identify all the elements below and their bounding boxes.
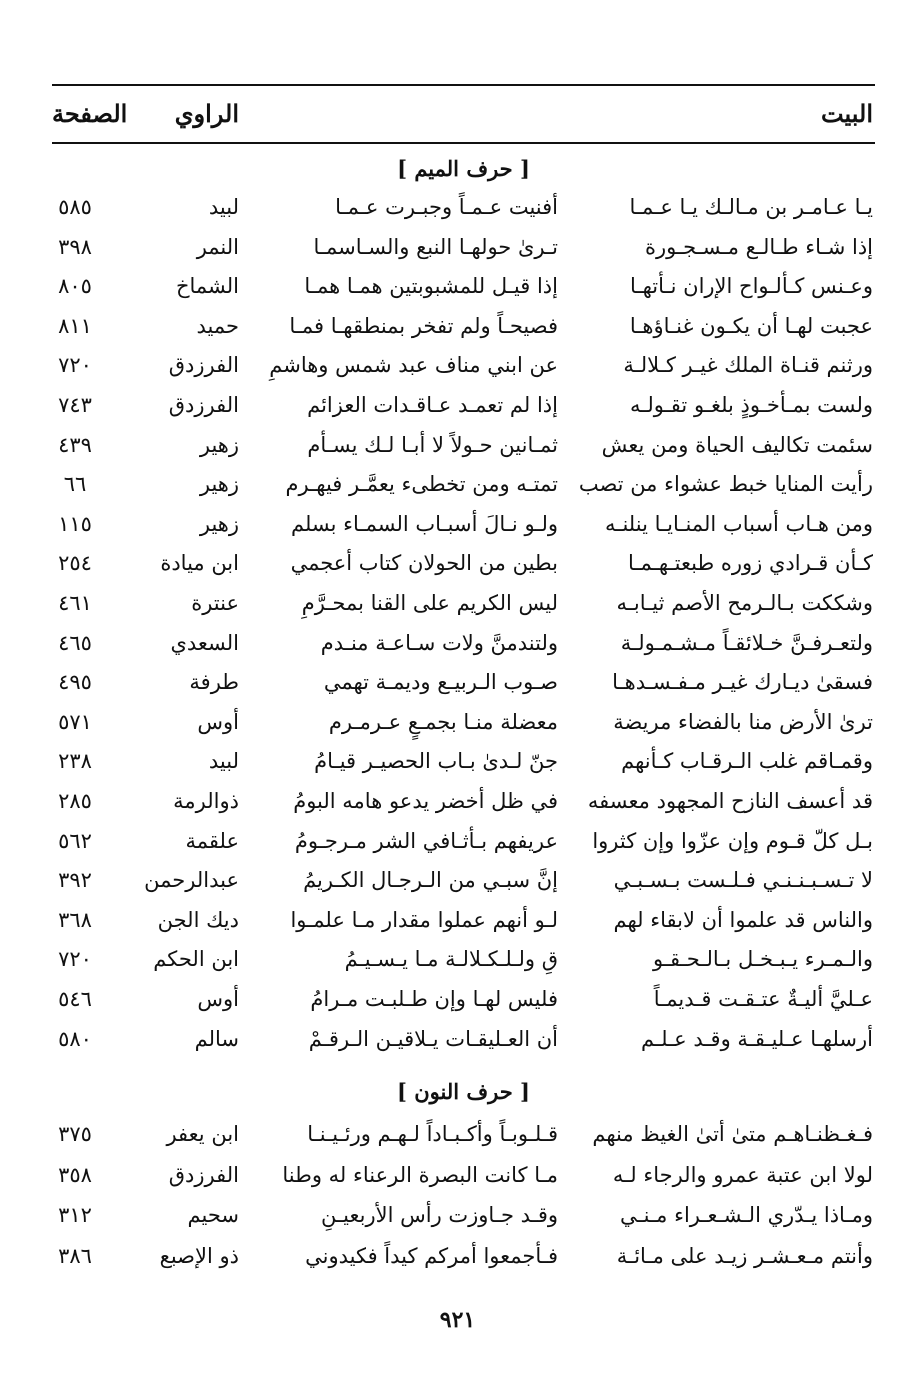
verse-first-half: وأنتم مـعـشـر زيـد على مـائـة [616,1243,873,1268]
narrator-name: ابن ميادة [160,551,239,576]
page-reference: ٧٢٠ [58,353,92,378]
page-reference: ٨٠٥ [58,274,92,299]
verse-second-half: تمتـه ومن تخطىء يعمَّـر فيهـرم [285,472,558,497]
verse-first-half: قد أعسف النازح المجهود معسفه [587,789,873,813]
narrator-name: ابن يعفر [166,1122,239,1146]
index-row [0,860,915,900]
verse-second-half: مـا كانت البصرة الرعناء له وطنا [282,1162,558,1187]
verse-first-half: وعـنس كـألـواح الإران نـأتهـا [630,274,873,299]
verse-second-half: ولتندمنَّ ولات سـاعـة منـدم [320,630,558,655]
index-row [0,979,915,1019]
verse-second-half: بطين من الحولان كتاب أعجمي [290,551,558,576]
narrator-name: ذوالرمة [173,789,239,813]
narrator-name: حميد [196,313,239,338]
narrator-name: الفرزدق [168,393,239,417]
narrator-name: الفرزدق [168,353,239,378]
index-row [0,939,915,979]
verse-first-half: ترىٰ الأرض منا بالفضاء مريضة [613,709,873,734]
index-row [0,504,915,544]
page-reference: ٧٢٠ [58,947,92,972]
index-row [0,1155,915,1195]
verse-first-half: والـمـرء يـبـخـل بـالـحـقـو [652,947,873,972]
verse-second-half: إذا قيـل للمشبوبتين همـا همـا [304,274,558,299]
page-reference: ٥٨٥ [58,195,92,219]
verse-first-half: ومـاذا يـدّري الـشـعـراء مـنـي [620,1203,873,1228]
verse-second-half: قـلـوبـاً وأكـبـاداً لـهـم ورئـيـنـا [307,1122,558,1146]
page-reference: ٢٨٥ [58,789,92,813]
verse-first-half: أرسلهـا عـليـقـة وقـد عـلـم [640,1026,873,1051]
index-row [0,385,915,425]
narrator-name: الشماخ [175,274,239,299]
narrator-name: لبيد [208,195,239,219]
narrator-name: عنترة [191,591,239,615]
page-reference: ٥٦٢ [58,828,92,853]
top-rule [52,84,875,86]
verse-second-half: ثمـانين حـولاً لا أبـا لـك يسـأم [307,432,558,457]
header-narrator: الراوي [174,99,239,128]
index-row [0,821,915,861]
narrator-name: أوس [197,987,239,1011]
page-reference: ٣٩٨ [58,234,92,259]
verse-first-half: وقمـاقم غلب الـرقـاب كـأنهم [621,749,873,774]
index-row [0,227,915,267]
verse-second-half: لـو أنهم عملوا مقدار مـا علمـوا [290,907,558,932]
verse-first-half: عجبت لهـا أن يكـون غنـاؤهـا [629,313,873,338]
verse-second-half: ولـو نـالَ أسبـاب السمـاء بسلم [290,511,558,536]
verse-first-half: لا تـسـبـنـنـي فـلـست بـسـبـي [613,868,873,893]
page-reference: ٤٦٥ [58,630,92,655]
page-reference: ٢٣٨ [58,749,92,774]
header-rule [52,142,875,144]
page-reference: ٧٤٣ [58,393,92,417]
verse-second-half: عن ابني مناف عبد شمس وهاشمِ [269,353,558,378]
page-reference: ٣١٢ [58,1203,92,1228]
verse-second-half: أن العـليقـات يـلاقيـن الـرقـمْ [308,1026,558,1051]
page-reference: ٤٦١ [58,591,92,615]
index-row [0,623,915,663]
narrator-name: علقمة [185,828,239,853]
page-reference: ٣٨٦ [58,1243,92,1268]
verse-second-half: ليس الكريم على القنا بمحـرَّمِ [301,591,558,615]
narrator-name: سحيم [187,1203,239,1228]
index-row [0,1114,915,1154]
verse-second-half: أفنيت عـمـاً وجبـرت عـمـا [335,195,558,219]
verse-second-half: جنّ لـدىٰ بـاب الحصيـر قيـامُ [314,749,558,774]
page-reference: ٣٩٢ [58,868,92,893]
narrator-name: عبدالرحمن [144,868,239,893]
verse-first-half: ولست بمـأخـوذٍ بلغـو تقـولـه [630,393,873,417]
index-row [0,662,915,702]
page-reference: ١١٥ [58,511,92,536]
page-reference: ٨١١ [58,313,92,338]
index-row [0,1019,915,1059]
verse-first-half: فـغـظنـاهـم متىٰ أتىٰ الغيظ منهم [592,1122,873,1146]
verse-second-half: معضلة منـا بجمـعٍ عـرمـرم [328,709,558,734]
index-row [0,266,915,306]
page-reference: ٦٦ [63,472,87,497]
narrator-name: ذو الإصبع [159,1243,239,1268]
verse-first-half: ومن هـاب أسباب المنـايـا ينلنـه [605,511,873,536]
header-verse: البيت [820,99,873,128]
narrator-name: زهير [199,432,239,457]
narrator-name: الفرزدق [168,1162,239,1187]
verse-first-half: والناس قد علموا أن لابقاء لهم [613,907,873,932]
verse-first-half: بـل كلّ قـوم وإن عزّوا وإن كثروا [592,828,873,853]
index-row [0,781,915,821]
section-heading: [ حرف النون ] [397,1079,530,1104]
page-reference: ٤٣٩ [58,432,92,457]
index-row [0,741,915,781]
page-reference: ٥٨٠ [58,1026,92,1051]
index-row [0,464,915,504]
page-number: ٩٢١ [439,1307,476,1333]
narrator-name: زهير [199,511,239,536]
narrator-name: النمر [196,234,239,259]
narrator-name: أوس [197,709,239,734]
verse-second-half: في ظل أخضر يدعو هامه البومُ [293,789,558,813]
page-reference: ٥٧١ [58,709,92,734]
index-row [0,543,915,583]
verse-second-half: عريفهم بـأثـافي الشر مـرجـومُ [294,828,558,853]
verse-second-half: إذا لم تعمـد عـاقـدات العزائم [307,393,558,417]
narrator-name: ابن الحكم [153,947,239,972]
page-reference: ٤٩٥ [58,670,92,695]
index-row [0,1195,915,1235]
verse-first-half: رأيت المنايا خبط عشواء من تصب [578,472,873,497]
verse-first-half: فسقىٰ ديـارك غيـر مـفـسـدهـا [612,670,873,695]
verse-second-half: فـأجمعوا أمركم كيداً فكيدوني [305,1243,558,1268]
narrator-name: زهير [199,472,239,497]
narrator-name: طرفة [189,670,239,695]
section-heading: [ حرف الميم ] [397,156,530,181]
page-reference: ٣٥٨ [58,1162,92,1187]
page-reference: ٣٧٥ [58,1122,92,1146]
narrator-name: سالم [194,1026,239,1051]
index-row [0,702,915,742]
index-row [0,583,915,623]
verse-second-half: صـوب الـربيـع وديمـة تهمي [323,670,558,695]
page-reference: ٢٥٤ [58,551,92,576]
verse-first-half: ولتعـرفـنَّ خـلائقـاً مـشـمـولـة [620,630,873,655]
verse-first-half: سئمت تكاليف الحياة ومن يعش [601,432,873,457]
verse-second-half: فليس لهـا وإن طـلبـت مـرامُ [310,987,558,1011]
index-row [0,306,915,346]
index-row [0,900,915,940]
page-reference: ٣٦٨ [58,907,92,932]
verse-second-half: قِ ولـلـكـلالـة مـا يـسـيـمُ [344,947,558,972]
verse-second-half: فصيحـاً ولم تفخر بمنطقهـا فمـا [289,313,558,338]
verse-first-half: كـأن قـرادي زوره طبعتـهـمـا [627,551,873,576]
verse-first-half: عـليَّ أليـةٌ عتـقـت قـديمـاً [653,987,873,1011]
verse-first-half: إذا شـاء طـالـع مـسـجـورة [644,234,873,259]
page-reference: ٥٤٦ [58,987,92,1011]
verse-first-half: ورثنم قنـاة الملك غيـر كـلالـة [623,353,873,378]
narrator-name: السعدي [170,630,239,655]
index-row [0,187,915,227]
narrator-name: ديك الجن [157,907,239,932]
index-row [0,425,915,465]
verse-first-half: وشككت بـالـرمح الأصم ثيـابـه [616,591,873,615]
narrator-name: لبيد [208,749,239,774]
verse-first-half: يـا عـامـر بن مـالـك يـا عـمـا [629,195,873,219]
verse-first-half: لولا ابن عتبة عمرو والرجاء لـه [612,1162,873,1187]
index-row [0,1236,915,1276]
verse-second-half: وقـد جـاوزت رأس الأربعيـنِ [321,1203,558,1228]
verse-second-half: تـرىٰ حولهـا النبع والسـاسمـا [313,234,558,259]
header-page: الصفحة [52,99,128,128]
index-row [0,345,915,385]
verse-second-half: إنَّ سبـي من الـرجـال الكـريمُ [303,868,558,893]
